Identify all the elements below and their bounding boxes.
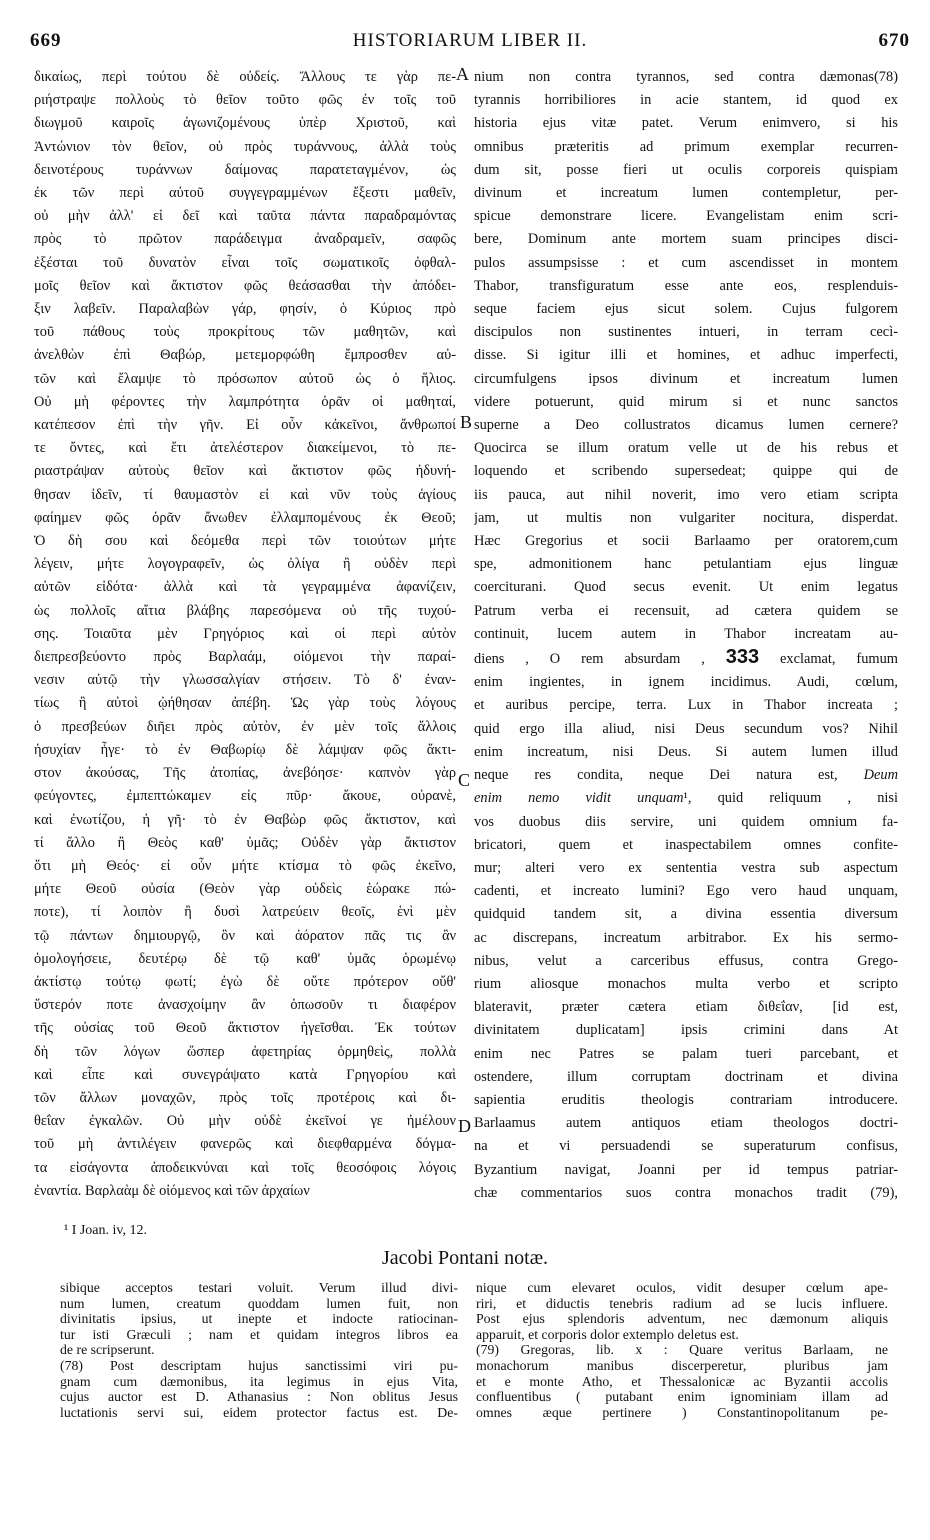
greek-line: σης. Τοιαῦτα μὲν Γρηγόριος καὶ οἱ περὶ αὐτὸν bbox=[34, 625, 456, 642]
latin-line: loquendo et scribendo supersedeat; quippe qui de bbox=[474, 463, 898, 480]
latin-line: blateravit, præter cætera etiam διθεΐαν, [id est, bbox=[474, 999, 898, 1016]
greek-line: ποτε), τί λοιπὸν ἢ δυσὶ λατρεύειν θεοῖς, ἑνὶ μὲν bbox=[34, 904, 456, 921]
greek-line: τα εἰσάγοντα ἀποδεικνύναι καὶ τοῖς θεοσόφοις λόγοις bbox=[34, 1159, 456, 1176]
latin-line bbox=[474, 646, 898, 671]
note-line: omnes æque pertinere ) Constantinopolitanum pe- bbox=[476, 1404, 888, 1420]
note-line: Post ejus splendoris adventum, nec dæmonum aliquis bbox=[476, 1311, 888, 1327]
footnote: ¹ I Joan. iv, 12. bbox=[64, 1223, 148, 1238]
page-number-left: 669 bbox=[30, 30, 62, 51]
greek-line: οὐ μὴν ἀλλ' εἰ δεῖ καὶ ταῦτα πάντα παραδραμόντας bbox=[34, 208, 456, 225]
latin-line: nium non contra tyrannos, sed contra dæmonas(78) bbox=[474, 69, 898, 85]
scripture-quote: Deum bbox=[863, 767, 898, 784]
latin-line: mur; alteri vero ex sententia vestra sub aspectum bbox=[474, 859, 898, 876]
latin-line: bere, Dominum ante mortem suam principes disci- bbox=[474, 231, 898, 248]
notes-left-column bbox=[60, 1280, 458, 1420]
latin-line-text: exclamat, fumum bbox=[759, 651, 898, 668]
greek-line: ἐναντία. Βαρλαὰμ δὲ οἰόμενος καὶ τῶν ἀρχαίων bbox=[34, 1182, 310, 1199]
latin-line: Byzantium navigat, Joanni per id tempus patriar- bbox=[474, 1161, 898, 1178]
latin-line: disse. Si igitur illi et homines, et adhuc imperfecti, bbox=[474, 347, 898, 364]
note-line: (78) Post descriptam hujus sanctissimi viri pu- bbox=[60, 1357, 458, 1373]
note-line: nique cum elevaret oculos, vidit desuper cœlum ape- bbox=[476, 1280, 888, 1295]
greek-line: ὁμολογήσειε, δευτέρῳ δὲ τῷ καθ' ὑμᾶς ὁρωμένῳ bbox=[34, 950, 456, 967]
running-title: HISTORIARUM LIBER II. bbox=[352, 30, 588, 51]
margin-letter-b: B bbox=[460, 412, 473, 432]
latin-line: rium aliosque monachos multa verbo et scripto bbox=[474, 975, 898, 992]
greek-line: ὁ πρεσβεύων διῆει πρὸς αὐτὸν, ἐν μὲν τοῖς ἄλλοις bbox=[34, 718, 456, 735]
note-line: riri, et diductis tenebris radium ad se lucis influere. bbox=[476, 1295, 888, 1311]
greek-line: νεσιν αὐτῷ τὴν γλωσσαλγίαν στήσειν. Τὸ δ' ἐναν- bbox=[34, 672, 456, 689]
latin-line: quidquid tandem sit, a divina essentia diversum bbox=[474, 906, 898, 923]
greek-line: τί ἄλλο ἢ Θεὸς καθ' ὑμᾶς; Οὐδὲν γὰρ ἄκτιστον bbox=[34, 834, 456, 851]
greek-line: θεΐαν ἐγκαλῶν. Οὐ μὴν οὐδὲ ἐκεῖνοί γε ἠμέλουν bbox=[34, 1113, 456, 1130]
latin-line: cadenti, et increato lumini? Ego vero haud unquam, bbox=[474, 883, 898, 900]
greek-text-column bbox=[34, 66, 456, 1203]
latin-line: dum sit, posse fieri ut oculis corporeis quispiam bbox=[474, 161, 898, 178]
latin-line-text: neque res condita, neque Dei natura est, bbox=[474, 767, 864, 784]
greek-line: τε ὄντες, καὶ ἔτι ἀτελέστερον διακείμενοι, τὸ πε- bbox=[34, 440, 456, 457]
greek-line: καὶ εἶπε καὶ συνεγράψατο κατὰ Γρηγορίου καὶ bbox=[34, 1066, 456, 1083]
note-line: de re scripserunt. bbox=[60, 1342, 155, 1358]
greek-line: ἡσυχίαν ἦγε· τὸ ἐν Θαβωρίῳ δὲ λάμψαν φῶς ἄκτι- bbox=[34, 741, 456, 758]
greek-line: καὶ ἐνωτίζου, ἡ γῆ· τὸ ἐν Θαβὼρ φῶς ἄκτιστον, καὶ bbox=[34, 811, 456, 828]
greek-line: τίως ἢ αὐτοὶ ᾠήθησαν ἀπέβη. Ὡς γὰρ τοὺς λόγους bbox=[34, 695, 456, 712]
latin-line: circumfulgens ipsos divinum et increatum lumen bbox=[474, 370, 898, 387]
greek-line: θησαν ἰδεῖν, τί θαυμαστὸν εἰ καὶ νῦν τοὺς ἁγίους bbox=[34, 486, 456, 503]
margin-letter-d: D bbox=[458, 1116, 471, 1136]
latin-line: Quocirca se illum oratum velle ut de his rebus et bbox=[474, 440, 898, 457]
greek-line: τῶν καὶ ἔλαμψε τὸ πρόσωπον αὐτοῦ ὡς ὁ ἥλιος. bbox=[34, 370, 456, 387]
note-line: gnam cum dæmonibus, ita legimus in ejus Vita, bbox=[60, 1373, 458, 1389]
latin-line bbox=[474, 787, 898, 810]
greek-line: ὅτι μὴ Θεός· εἰ οὖν μήτε κτίσμα τὸ φῶς ἐκεῖνο, bbox=[34, 857, 456, 874]
latin-line: Patrum verba ei recensuit, ad cætera quidem se bbox=[474, 602, 898, 619]
latin-line: jam, ut multis non vulgariter nocitura, disperdat. bbox=[474, 509, 898, 526]
note-line: (79) Gregoras, lib. x : Quare veritus Barlaam, ne bbox=[476, 1342, 888, 1358]
latin-line: chæ commentarios suos contra monachos tradit (79), bbox=[474, 1184, 898, 1201]
latin-text-column bbox=[474, 66, 898, 1205]
latin-line: Thabor, transfiguratum esse ante eos, resplenduis- bbox=[474, 277, 898, 294]
greek-line: λέγειν, μήτε λογογραφεῖν, ὡς ὀλίγα ἢ οὐδὲν περὶ bbox=[34, 556, 456, 573]
greek-line: αὐτῶν εἰδότα· ἀλλὰ καὶ τὰ γεγραμμένα ἀφανίζειν, bbox=[34, 579, 456, 596]
greek-line: δεινοτέρους τυράννων δαίμονας παρατεταγμένον, ὡς bbox=[34, 161, 456, 178]
margin-letter-c: C bbox=[458, 770, 471, 790]
note-line: tur isti Græculi ; nam et quidam integros libros ea bbox=[60, 1326, 458, 1342]
greek-line: διωγμοῦ καιροῖς ἀγωνιζομένους ὑπὲρ Χριστοῦ, καὶ bbox=[34, 115, 456, 132]
margin-letter-a: A bbox=[456, 64, 469, 84]
latin-line: enim nec Patres se palam tueri parcebant, et bbox=[474, 1045, 898, 1062]
latin-line: et auribus percipe, terra. Lux in Thabor increata ; bbox=[474, 697, 898, 714]
note-line: sibique acceptos testari voluit. Verum illud divi- bbox=[60, 1280, 458, 1295]
latin-line: discipulos non sustinentes intueri, in terram cecì- bbox=[474, 324, 898, 341]
greek-line: τοῦ πάθους τοὺς προκρίτους τῶν μαθητῶν, καὶ bbox=[34, 324, 456, 341]
latin-line: Barlaamus autem antiquos etiam theologos doctri- bbox=[474, 1115, 898, 1132]
greek-line: δὴ τῶν λόγων ὥσπερ ἀφετηρίας ὁρμηθεὶς, πολλὰ bbox=[34, 1043, 456, 1060]
greek-line: ὡς πολλοῖς αἴτια βλάβης παρεσόμενα οὐ τῆς τυχού- bbox=[34, 602, 456, 619]
latin-line: Hæc Gregorius et socii Barlaamo per oratorem,cum bbox=[474, 533, 898, 550]
greek-line: φεύγοντες, ἐμπεπτώκαμεν εἰς πῦρ· ἄκουε, οὐρανὲ, bbox=[34, 788, 456, 805]
greek-line: πρὸς τὸ πρῶτον παράδειγμα ἀναδραμεῖν, σαφῶς bbox=[34, 231, 456, 248]
notes-heading: Jacobi Pontani notæ. bbox=[381, 1247, 549, 1269]
greek-line: ριαστράψαν αὐτοὺς θεῖον καὶ ἄκτιστον φῶς ἠδυνή- bbox=[34, 463, 456, 480]
latin-line: quid ergo illa aliud, nisi Deus secundum vos? Nihil bbox=[474, 720, 898, 737]
latin-line: historia ejus vitæ patet. Verum enimvero, si his bbox=[474, 115, 898, 132]
latin-line: superne a Deo collustratos dicamus lumen cernere? bbox=[474, 417, 898, 434]
latin-line-text: ¹, quid reliquum , nisi bbox=[683, 790, 898, 807]
latin-line: ac discrepans, increatum arbitrabor. Ex his sermo- bbox=[474, 929, 898, 946]
latin-line: pulos assumpsisse : et cum ascendisset in montem bbox=[474, 254, 898, 271]
greek-line: ξιν λαβεῖν. Παραλαβὼν γάρ, φησίν, ὁ Κύριος πρὸ bbox=[34, 301, 456, 318]
running-header bbox=[30, 30, 910, 60]
greek-line: ἀκτίστῳ τούτῳ φωτί; ἐγὼ δὲ οὔτε πρότερον οὔθ' bbox=[34, 973, 456, 990]
note-line: apparuit, et corporis dolor extemplo deletus est. bbox=[476, 1326, 739, 1342]
greek-line: ἐξέσται τοῦ δυνατὸν εἶναι τοῖς σωματικοῖς ὀφθαλ- bbox=[34, 254, 456, 271]
latin-line: iis pauca, aut nihil noverit, imo vero etiam scripta bbox=[474, 486, 898, 503]
note-line: cujus auctor est D. Athanasius : Non oblitus Jesus bbox=[60, 1389, 458, 1405]
greek-line: Ὁ δὴ σου καὶ δεόμεθα περὶ τῶν τοιούτων μήτε bbox=[34, 533, 456, 550]
greek-line: Οὐ μὴ φέροντες τὴν λαμπρότητα ὁρᾶν οἱ μαθηταί, bbox=[34, 393, 456, 410]
latin-line: videre potuerunt, quid mirum si et nunc sanctos bbox=[474, 393, 898, 410]
latin-line: spe, admonitionem hanc petulantiam ejus linguæ bbox=[474, 556, 898, 573]
marginal-number: 333 bbox=[725, 646, 760, 669]
latin-line: ostendere, illum corruptam doctrinam et divina bbox=[474, 1068, 898, 1085]
greek-line: ὕστερόν ποτε ἀνασχοίμην ἂν ὁπωσοῦν τι διαφέρον bbox=[34, 997, 456, 1014]
latin-line: divinum et increatum lumen contempletur, per- bbox=[474, 185, 898, 202]
greek-line: στον ἀκούσας, Τῆς ἀτοπίας, ἀνεβόησε· καπνὸν γὰρ bbox=[34, 765, 456, 782]
note-line: num lumen, creatum quoddam lumen fuit, non bbox=[60, 1295, 458, 1311]
greek-line: τῶν ἄλλων μοναχῶν, πρὸς τοῖς προτέροις καὶ δι- bbox=[34, 1089, 456, 1106]
scripture-quote: enim nemo vidit unquam bbox=[474, 790, 684, 807]
latin-line: tyrannis horribiliores in acie stantem, id quod ex bbox=[474, 92, 898, 109]
greek-line: κατέπεσον ἐπὶ τὴν γῆν. Εἰ οὖν κἀκεῖνοι, ἄνθρωποί bbox=[34, 417, 456, 434]
note-line: confluentibus ( putabant enim ignominiam illam ad bbox=[476, 1389, 888, 1405]
latin-line: enim ingientes, in ignem incidimus. Audi, cœlum, bbox=[474, 674, 898, 691]
greek-line: τοῦ μὴ ἀντιλέγειν φανερῶς καὶ διεφθαρμένα δόγμα- bbox=[34, 1136, 456, 1153]
page-number-right: 670 bbox=[878, 30, 910, 51]
latin-line: bricatori, quem et inaspectabilem omnes confite- bbox=[474, 836, 898, 853]
greek-line: μήτε Θεοῦ οὐσία (Θεὸν γὰρ οὐδεὶς ἑώρακε πώ- bbox=[34, 881, 456, 898]
latin-line: divinitatem duplicatam] ipsis crimini dans At bbox=[474, 1022, 898, 1039]
greek-line: ριήστραψε πολλοὺς τὸ θεῖον τοῦτο φῶς ἐν τοῖς τοῦ bbox=[34, 92, 456, 109]
note-line: luctationis servi sui, eidem protector factus est. De- bbox=[60, 1404, 458, 1420]
latin-line: nibus, velut a carceribus effusus, contra Grego- bbox=[474, 952, 898, 969]
note-line: divinitatis ipsius, ut inepte et indocte ratiocinan- bbox=[60, 1311, 458, 1327]
latin-line-text: diens , O rem absurdam , bbox=[474, 651, 726, 668]
greek-line: φαίημεν φῶς ὁρᾶν ἄνωθεν ἐλλαμπομένους ἐκ Θεοῦ; bbox=[34, 509, 456, 526]
greek-line: δικαίως, περὶ τούτου δὲ οὐδείς. Ἄλλους τε γὰρ πε- bbox=[34, 69, 456, 85]
note-line: monachorum manibus discerperetur, pluribus jam bbox=[476, 1357, 888, 1373]
greek-line: διεπρεσβεύοντο πρὸς Βαρλαάμ, οἰόμενοι τὴν παραί- bbox=[34, 649, 456, 666]
latin-line: enim increatum, nisi Deus. Si autem lumen illud bbox=[474, 743, 898, 760]
latin-line: continuit, lucem autem in Thabor increatam au- bbox=[474, 625, 898, 642]
latin-line bbox=[474, 764, 898, 787]
greek-line: τῆς οὐσίας τοῦ Θεοῦ ἄκτιστον ἡγεῖσθαι. Ἐκ τούτων bbox=[34, 1020, 456, 1037]
latin-line: coerciturani. Quod secus evenit. Ut enim legatus bbox=[474, 579, 898, 596]
latin-line: na et vi persuadendi se superaturum confisus, bbox=[474, 1138, 898, 1155]
greek-line: ἐκ τῶν περὶ αὐτοῦ συγγεγραμμένων ἔξεστι μαθεῖν, bbox=[34, 185, 456, 202]
latin-line: omnibus præteritis ad primum exemplar recurren- bbox=[474, 138, 898, 155]
latin-line: sapientia eruditis theologis contrariam introducere. bbox=[474, 1091, 898, 1108]
note-line: et e monte Atho, et Thessalonicæ ac Byzantii accolis bbox=[476, 1373, 888, 1389]
greek-line: ἀνελθὼν ἐπὶ Θαβώρ, μετεμορφώθη ἔμπροσθεν αὐ- bbox=[34, 347, 456, 364]
greek-line: Ἀντώνιον τὸν θεῖον, οὐ πρὸς τυράννους, ἀλλὰ τοὺς bbox=[34, 138, 456, 155]
greek-line: τῷ πάντων δημιουργῷ, ὃν καὶ ἀόρατον πᾶς τις ἂν bbox=[34, 927, 456, 944]
notes-right-column bbox=[476, 1280, 888, 1420]
greek-line: μοῖς θεῖον καὶ ἄκτιστον φῶς θεάσασθαι τὴν ἀπόδει- bbox=[34, 277, 456, 294]
latin-line: spicue demonstrare licere. Evangelistam enim scri- bbox=[474, 208, 898, 225]
latin-line: vos duobus diis servire, uni quidem omnium fa- bbox=[474, 813, 898, 830]
latin-line: seque faciem ejus sicut solem. Cujus fulgorem bbox=[474, 301, 898, 318]
